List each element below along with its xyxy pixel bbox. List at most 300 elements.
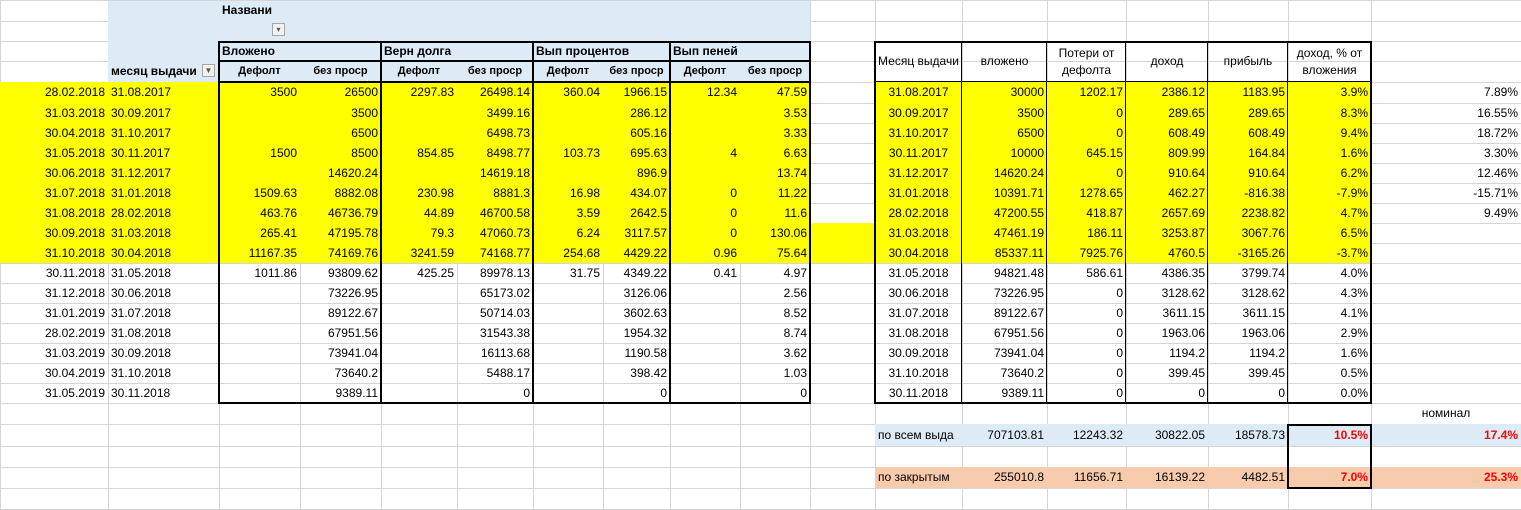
value-cell[interactable]: 8881.3 [493, 186, 530, 200]
date-cell[interactable]: 31.05.2018 [44, 146, 105, 160]
summary-value-cell[interactable]: 0 [1116, 306, 1123, 320]
summary-value-cell[interactable]: 10391.71 [993, 186, 1044, 200]
summary-header[interactable]: вложено [980, 54, 1029, 68]
summary-month-cell[interactable]: 31.07.2018 [888, 306, 949, 320]
nominal-cell[interactable]: 7.89% [1483, 85, 1518, 99]
pivot-subheader[interactable]: Дефолт [683, 65, 727, 77]
summary-value-cell[interactable]: 3253.87 [1161, 226, 1205, 240]
value-cell[interactable]: 3.33 [783, 126, 807, 140]
summary-month-cell[interactable]: 30.04.2018 [888, 246, 949, 260]
summary-month-cell[interactable]: 28.02.2018 [888, 206, 949, 220]
total-all-value[interactable]: 30822.05 [1154, 428, 1205, 442]
summary-month-cell[interactable]: 30.11.2017 [888, 146, 949, 160]
value-cell[interactable]: 8500 [351, 146, 378, 160]
value-cell[interactable]: 1500 [270, 146, 297, 160]
summary-value-cell[interactable]: -3.7% [1336, 246, 1368, 260]
summary-value-cell[interactable]: 2238.82 [1241, 206, 1285, 220]
pivot-subheader[interactable]: без проср [313, 65, 368, 77]
pivot-group-header[interactable]: Вып процентов [536, 44, 630, 58]
value-cell[interactable]: 1011.86 [254, 266, 297, 280]
summary-value-cell[interactable]: 0 [1116, 106, 1123, 120]
summary-value-cell[interactable]: 399.45 [1248, 366, 1285, 380]
pivot-group-header[interactable]: Вложено [222, 44, 275, 58]
summary-value-cell[interactable]: 3128.62 [1161, 286, 1205, 300]
nominal-cell[interactable]: -15.71% [1473, 186, 1518, 200]
value-cell[interactable]: 3602.63 [623, 306, 667, 320]
value-cell[interactable]: 93809.62 [327, 266, 378, 280]
value-cell[interactable]: 6500 [351, 126, 378, 140]
summary-value-cell[interactable]: 1278.65 [1079, 186, 1123, 200]
nominal-cell[interactable]: 9.49% [1483, 206, 1518, 220]
summary-value-cell[interactable]: 289.65 [1248, 106, 1285, 120]
value-cell[interactable] [670, 343, 740, 363]
value-cell[interactable]: 74168.77 [479, 246, 530, 260]
date-cell[interactable]: 30.09.2018 [44, 226, 105, 240]
date-cell[interactable]: 31.08.2018 [44, 206, 105, 220]
value-cell[interactable]: 3499.16 [486, 106, 530, 120]
value-cell[interactable]: 2642.5 [630, 206, 667, 220]
value-cell[interactable]: 1190.58 [624, 346, 667, 360]
value-cell[interactable] [533, 283, 603, 303]
value-cell[interactable]: 0 [730, 206, 737, 220]
summary-value-cell[interactable]: 3799.74 [1241, 266, 1285, 280]
value-cell[interactable] [219, 303, 300, 323]
value-cell[interactable]: 0 [800, 386, 807, 400]
nominal-cell[interactable]: 3.30% [1483, 146, 1518, 160]
pivot-subheader[interactable]: без проср [609, 65, 664, 77]
value-cell[interactable] [670, 123, 740, 143]
value-cell[interactable]: 0 [730, 186, 737, 200]
pivot-group-header[interactable]: Верн долга [384, 44, 452, 58]
value-cell[interactable]: 8882.08 [334, 186, 378, 200]
value-cell[interactable]: 5488.17 [486, 366, 530, 380]
value-cell[interactable]: 65173.02 [479, 286, 530, 300]
summary-value-cell[interactable]: 4760.5 [1168, 246, 1205, 260]
value-cell[interactable]: 46736.79 [327, 206, 378, 220]
date-cell[interactable]: 30.11.2018 [45, 266, 105, 280]
value-cell[interactable]: 0 [660, 386, 667, 400]
summary-value-cell[interactable]: 94821.48 [993, 266, 1044, 280]
summary-value-cell[interactable]: 10000 [1010, 146, 1044, 160]
summary-value-cell[interactable]: -7.9% [1336, 186, 1368, 200]
summary-month-cell[interactable]: 30.06.2018 [888, 286, 949, 300]
summary-month-cell[interactable]: 31.05.2018 [888, 266, 949, 280]
summary-month-cell[interactable]: 31.12.2017 [888, 166, 949, 180]
value-cell[interactable] [381, 163, 457, 183]
summary-value-cell[interactable]: 3067.76 [1241, 226, 1285, 240]
value-cell[interactable]: 0 [730, 226, 737, 240]
total-closed-value[interactable]: 16139.22 [1154, 470, 1205, 484]
date-cell[interactable]: 31.01.2019 [44, 306, 105, 320]
row-label-header[interactable]: месяц выдачи [111, 64, 197, 78]
value-cell[interactable]: 74169.76 [327, 246, 378, 260]
month-cell[interactable]: 31.12.2017 [111, 166, 172, 180]
summary-header[interactable]: доход [1150, 54, 1184, 68]
summary-month-cell[interactable]: 31.03.2018 [888, 226, 949, 240]
summary-value-cell[interactable]: 89122.67 [993, 306, 1044, 320]
value-cell[interactable]: 47195.78 [327, 226, 378, 240]
summary-value-cell[interactable]: 30000 [1010, 85, 1044, 99]
value-cell[interactable] [381, 323, 457, 343]
value-cell[interactable]: 6.63 [783, 146, 807, 160]
value-cell[interactable]: 398.42 [630, 366, 667, 380]
total-all-label[interactable]: по всем выда [878, 428, 954, 442]
summary-value-cell[interactable]: 3128.62 [1241, 286, 1285, 300]
value-cell[interactable] [219, 163, 300, 183]
value-cell[interactable] [670, 283, 740, 303]
nominal-cell[interactable]: 12.46% [1477, 166, 1518, 180]
value-cell[interactable]: 12.34 [706, 85, 737, 99]
value-cell[interactable]: 26500 [344, 85, 378, 99]
value-cell[interactable]: 230.98 [417, 186, 454, 200]
summary-value-cell[interactable]: 6.2% [1340, 166, 1368, 180]
summary-value-cell[interactable]: 1963.06 [1161, 326, 1205, 340]
summary-month-cell[interactable]: 31.08.2018 [888, 326, 949, 340]
value-cell[interactable] [533, 303, 603, 323]
value-cell[interactable]: 1509.63 [253, 186, 297, 200]
summary-value-cell[interactable]: -3165.26 [1237, 246, 1285, 260]
month-cell[interactable]: 30.09.2018 [111, 346, 172, 360]
value-cell[interactable] [533, 103, 603, 123]
month-cell[interactable]: 31.08.2017 [111, 85, 172, 99]
value-cell[interactable]: 16113.68 [480, 346, 530, 360]
month-cell[interactable]: 30.06.2018 [111, 286, 172, 300]
value-cell[interactable]: 6498.73 [486, 126, 530, 140]
value-cell[interactable]: 8.74 [783, 326, 807, 340]
value-cell[interactable]: 44.89 [423, 206, 454, 220]
summary-value-cell[interactable]: 2386.12 [1161, 85, 1205, 99]
total-closed-value[interactable]: 11656.71 [1073, 470, 1123, 484]
summary-value-cell[interactable]: -816.38 [1244, 186, 1285, 200]
value-cell[interactable] [533, 123, 603, 143]
value-cell[interactable]: 3.53 [783, 106, 807, 120]
summary-value-cell[interactable]: 608.49 [1168, 126, 1205, 140]
summary-month-cell[interactable]: 31.10.2018 [888, 366, 949, 380]
value-cell[interactable]: 3.59 [576, 206, 600, 220]
value-cell[interactable]: 73941.04 [327, 346, 378, 360]
summary-value-cell[interactable]: 164.84 [1248, 146, 1285, 160]
summary-value-cell[interactable]: 289.65 [1168, 106, 1205, 120]
summary-value-cell[interactable]: 0 [1116, 126, 1123, 140]
summary-value-cell[interactable]: 0.5% [1340, 366, 1368, 380]
pivot-subheader[interactable]: Дефолт [397, 65, 441, 77]
value-cell[interactable]: 16.98 [569, 186, 600, 200]
date-cell[interactable]: 31.07.2018 [44, 186, 105, 200]
summary-value-cell[interactable]: 6500 [1017, 126, 1044, 140]
summary-header[interactable]: доход, % от вложения [1296, 45, 1363, 77]
summary-value-cell[interactable]: 73226.95 [993, 286, 1044, 300]
value-cell[interactable]: 3117.57 [624, 226, 667, 240]
value-cell[interactable]: 14620.24 [327, 166, 378, 180]
summary-value-cell[interactable]: 14620.24 [993, 166, 1044, 180]
value-cell[interactable] [219, 323, 300, 343]
total-all-value[interactable]: 10.5% [1333, 428, 1368, 442]
summary-value-cell[interactable]: 47200.55 [993, 206, 1044, 220]
value-cell[interactable] [219, 283, 300, 303]
value-cell[interactable]: 47060.73 [479, 226, 530, 240]
summary-value-cell[interactable]: 0.0% [1340, 386, 1368, 400]
value-cell[interactable]: 50714.03 [479, 306, 530, 320]
value-cell[interactable] [670, 303, 740, 323]
value-cell[interactable]: 11.6 [784, 206, 807, 220]
summary-value-cell[interactable]: 85337.11 [994, 246, 1044, 260]
date-cell[interactable]: 31.10.2018 [44, 246, 105, 260]
value-cell[interactable]: 265.41 [260, 226, 297, 240]
total-all-value[interactable]: 12243.32 [1072, 428, 1123, 442]
summary-value-cell[interactable]: 8.3% [1340, 106, 1368, 120]
value-cell[interactable]: 695.63 [630, 146, 667, 160]
value-cell[interactable] [533, 363, 603, 383]
pivot-subheader[interactable]: Дефолт [546, 65, 590, 77]
value-cell[interactable]: 0.96 [713, 246, 737, 260]
summary-value-cell[interactable]: 608.49 [1248, 126, 1285, 140]
summary-value-cell[interactable]: 2.9% [1340, 326, 1368, 340]
value-cell[interactable]: 47.59 [776, 85, 807, 99]
summary-month-cell[interactable]: 31.01.2018 [888, 186, 949, 200]
date-cell[interactable]: 28.02.2019 [44, 326, 105, 340]
value-cell[interactable] [670, 103, 740, 123]
value-cell[interactable]: 9389.11 [335, 386, 378, 400]
total-closed-value[interactable]: 255010.8 [993, 470, 1044, 484]
month-cell[interactable]: 31.03.2018 [111, 226, 172, 240]
summary-value-cell[interactable]: 809.99 [1168, 146, 1205, 160]
value-cell[interactable]: 8.52 [783, 306, 807, 320]
value-cell[interactable] [670, 363, 740, 383]
value-cell[interactable]: 4.97 [783, 266, 807, 280]
value-cell[interactable]: 434.07 [630, 186, 667, 200]
nominal-label[interactable]: номинал [1421, 406, 1471, 420]
summary-value-cell[interactable]: 3611.15 [1162, 306, 1205, 320]
month-cell[interactable]: 30.11.2018 [111, 386, 171, 400]
date-cell[interactable]: 31.12.2018 [44, 286, 105, 300]
summary-value-cell[interactable]: 418.87 [1086, 206, 1123, 220]
month-cell[interactable]: 30.09.2017 [111, 106, 172, 120]
value-cell[interactable] [381, 363, 457, 383]
value-cell[interactable] [381, 103, 457, 123]
summary-value-cell[interactable]: 0 [1116, 386, 1123, 400]
value-cell[interactable]: 14619.18 [479, 166, 530, 180]
date-cell[interactable]: 31.03.2018 [44, 106, 105, 120]
summary-value-cell[interactable]: 73941.04 [993, 346, 1044, 360]
value-cell[interactable]: 26498.14 [479, 85, 530, 99]
value-cell[interactable] [381, 303, 457, 323]
summary-value-cell[interactable]: 399.45 [1168, 366, 1205, 380]
value-cell[interactable]: 360.04 [563, 85, 600, 99]
value-cell[interactable]: 103.73 [563, 146, 600, 160]
value-cell[interactable] [533, 343, 603, 363]
total-all-nominal[interactable]: 17.4% [1483, 428, 1518, 442]
summary-value-cell[interactable]: 1194.2 [1249, 346, 1285, 360]
value-cell[interactable]: 6.24 [576, 226, 600, 240]
summary-header[interactable]: прибыль [1223, 54, 1273, 68]
value-cell[interactable]: 3.62 [783, 346, 807, 360]
value-cell[interactable]: 130.06 [770, 226, 807, 240]
value-cell[interactable]: 13.74 [776, 166, 807, 180]
value-cell[interactable]: 67951.56 [327, 326, 378, 340]
summary-month-cell[interactable]: 30.11.2018 [888, 386, 949, 400]
date-cell[interactable]: 30.04.2019 [44, 366, 105, 380]
total-closed-label[interactable]: по закрытым [878, 470, 950, 484]
pivot-group-header[interactable]: Вып пеней [673, 44, 738, 58]
month-cell[interactable]: 31.08.2018 [111, 326, 172, 340]
value-cell[interactable]: 79.3 [430, 226, 454, 240]
value-cell[interactable]: 286.12 [630, 106, 667, 120]
value-cell[interactable]: 2297.83 [410, 85, 454, 99]
total-closed-nominal[interactable]: 25.3% [1483, 470, 1518, 484]
summary-value-cell[interactable]: 0 [1116, 286, 1123, 300]
month-cell[interactable]: 30.11.2017 [111, 146, 171, 160]
summary-value-cell[interactable]: 0 [1116, 166, 1123, 180]
value-cell[interactable] [533, 383, 603, 403]
date-cell[interactable]: 31.05.2019 [44, 386, 105, 400]
value-cell[interactable]: 11167.35 [248, 246, 297, 260]
value-cell[interactable]: 4429.22 [623, 246, 667, 260]
value-cell[interactable]: 0.41 [713, 266, 737, 280]
month-cell[interactable]: 30.04.2018 [111, 246, 172, 260]
value-cell[interactable]: 4 [730, 146, 737, 160]
pivot-subheader[interactable]: без проср [747, 65, 803, 77]
value-cell[interactable] [670, 383, 740, 403]
value-cell[interactable]: 8498.77 [486, 146, 530, 160]
summary-value-cell[interactable]: 910.64 [1248, 166, 1285, 180]
summary-month-cell[interactable]: 31.08.2017 [888, 85, 949, 99]
summary-value-cell[interactable]: 4.7% [1340, 206, 1368, 220]
value-cell[interactable]: 31543.38 [479, 326, 530, 340]
value-cell[interactable]: 3500 [270, 85, 297, 99]
value-cell[interactable]: 896.9 [636, 166, 667, 180]
summary-value-cell[interactable]: 9.4% [1340, 126, 1368, 140]
value-cell[interactable]: 46700.58 [479, 206, 530, 220]
summary-value-cell[interactable]: 0 [1116, 366, 1123, 380]
summary-value-cell[interactable]: 6.5% [1340, 226, 1368, 240]
filter-icon[interactable]: ▼ [202, 64, 215, 77]
month-cell[interactable]: 31.10.2018 [111, 366, 172, 380]
summary-value-cell[interactable]: 4386.35 [1161, 266, 1205, 280]
summary-value-cell[interactable]: 4.0% [1340, 266, 1368, 280]
month-cell[interactable]: 31.10.2017 [111, 126, 172, 140]
value-cell[interactable]: 75.64 [776, 246, 807, 260]
summary-value-cell[interactable]: 1202.17 [1079, 85, 1123, 99]
summary-value-cell[interactable]: 1.6% [1340, 146, 1368, 160]
summary-value-cell[interactable]: 3.9% [1340, 85, 1368, 99]
value-cell[interactable]: 0 [523, 386, 530, 400]
summary-value-cell[interactable]: 67951.56 [993, 326, 1044, 340]
summary-value-cell[interactable]: 462.27 [1168, 186, 1205, 200]
value-cell[interactable]: 89122.67 [327, 306, 378, 320]
summary-month-cell[interactable]: 30.09.2017 [888, 106, 949, 120]
summary-value-cell[interactable]: 1194.2 [1169, 346, 1205, 360]
value-cell[interactable] [219, 103, 300, 123]
nominal-cell[interactable]: 16.55% [1477, 106, 1518, 120]
dropdown-icon[interactable]: ▾ [272, 23, 285, 36]
value-cell[interactable]: 89978.13 [479, 266, 530, 280]
total-closed-value[interactable]: 7.0% [1340, 470, 1368, 484]
summary-value-cell[interactable]: 586.61 [1086, 266, 1123, 280]
value-cell[interactable]: 31.75 [569, 266, 600, 280]
value-cell[interactable]: 425.25 [417, 266, 454, 280]
value-cell[interactable] [381, 343, 457, 363]
month-cell[interactable]: 28.02.2018 [111, 206, 172, 220]
value-cell[interactable] [219, 363, 300, 383]
pivot-subheader[interactable]: без проср [467, 65, 523, 77]
value-cell[interactable] [670, 323, 740, 343]
nominal-cell[interactable]: 18.72% [1477, 126, 1518, 140]
pivot-field-name[interactable]: Названи [222, 3, 272, 17]
summary-value-cell[interactable]: 3500 [1017, 106, 1044, 120]
summary-value-cell[interactable]: 1963.06 [1241, 326, 1285, 340]
value-cell[interactable]: 11.22 [777, 186, 807, 200]
value-cell[interactable]: 254.68 [563, 246, 600, 260]
summary-header[interactable]: Месяц выдачи [878, 54, 959, 68]
month-cell[interactable]: 31.01.2018 [111, 186, 172, 200]
value-cell[interactable] [381, 283, 457, 303]
value-cell[interactable]: 463.76 [260, 206, 297, 220]
summary-value-cell[interactable]: 0 [1116, 346, 1123, 360]
pivot-subheader[interactable]: Дефолт [238, 65, 281, 77]
value-cell[interactable]: 2.56 [783, 286, 807, 300]
value-cell[interactable]: 605.16 [630, 126, 667, 140]
value-cell[interactable] [219, 383, 300, 403]
value-cell[interactable] [533, 323, 603, 343]
value-cell[interactable]: 4349.22 [623, 266, 667, 280]
value-cell[interactable]: 73640.2 [334, 366, 378, 380]
value-cell[interactable] [670, 163, 740, 183]
total-all-value[interactable]: 707103.81 [987, 428, 1044, 442]
summary-month-cell[interactable]: 30.09.2018 [888, 346, 949, 360]
value-cell[interactable]: 3241.59 [410, 246, 454, 260]
value-cell[interactable]: 1954.32 [623, 326, 667, 340]
summary-value-cell[interactable]: 3611.15 [1242, 306, 1285, 320]
summary-month-cell[interactable]: 31.10.2017 [888, 126, 949, 140]
value-cell[interactable]: 854.85 [417, 146, 454, 160]
summary-value-cell[interactable]: 73640.2 [1000, 366, 1044, 380]
month-cell[interactable]: 31.07.2018 [111, 306, 172, 320]
summary-value-cell[interactable]: 0 [1116, 326, 1123, 340]
summary-value-cell[interactable]: 2657.69 [1161, 206, 1205, 220]
summary-value-cell[interactable]: 4.3% [1340, 286, 1368, 300]
summary-value-cell[interactable]: 645.15 [1086, 146, 1123, 160]
summary-value-cell[interactable]: 1183.95 [1242, 85, 1285, 99]
value-cell[interactable] [381, 123, 457, 143]
value-cell[interactable] [219, 123, 300, 143]
value-cell[interactable]: 3126.06 [623, 286, 667, 300]
summary-value-cell[interactable]: 186.11 [1087, 226, 1123, 240]
total-closed-value[interactable]: 4482.51 [1241, 470, 1285, 484]
value-cell[interactable]: 3500 [351, 106, 378, 120]
value-cell[interactable]: 1966.15 [623, 85, 667, 99]
date-cell[interactable]: 28.02.2018 [44, 85, 105, 99]
summary-value-cell[interactable]: 0 [1198, 386, 1205, 400]
value-cell[interactable] [219, 343, 300, 363]
summary-header[interactable]: Потери от дефолта [1058, 45, 1115, 77]
value-cell[interactable] [533, 163, 603, 183]
summary-value-cell[interactable]: 47461.19 [993, 226, 1044, 240]
date-cell[interactable]: 31.03.2019 [44, 346, 105, 360]
total-all-value[interactable]: 18578.73 [1234, 428, 1285, 442]
value-cell[interactable] [381, 383, 457, 403]
date-cell[interactable]: 30.06.2018 [44, 166, 105, 180]
date-cell[interactable]: 30.04.2018 [44, 126, 105, 140]
value-cell[interactable]: 73226.95 [327, 286, 378, 300]
summary-value-cell[interactable]: 4.1% [1340, 306, 1368, 320]
summary-value-cell[interactable]: 1.6% [1340, 346, 1368, 360]
value-cell[interactable]: 1.03 [783, 366, 807, 380]
summary-value-cell[interactable]: 7925.76 [1079, 246, 1123, 260]
summary-value-cell[interactable]: 0 [1278, 386, 1285, 400]
summary-value-cell[interactable]: 910.64 [1168, 166, 1205, 180]
summary-value-cell[interactable]: 9389.11 [1001, 386, 1044, 400]
month-cell[interactable]: 31.05.2018 [111, 266, 172, 280]
